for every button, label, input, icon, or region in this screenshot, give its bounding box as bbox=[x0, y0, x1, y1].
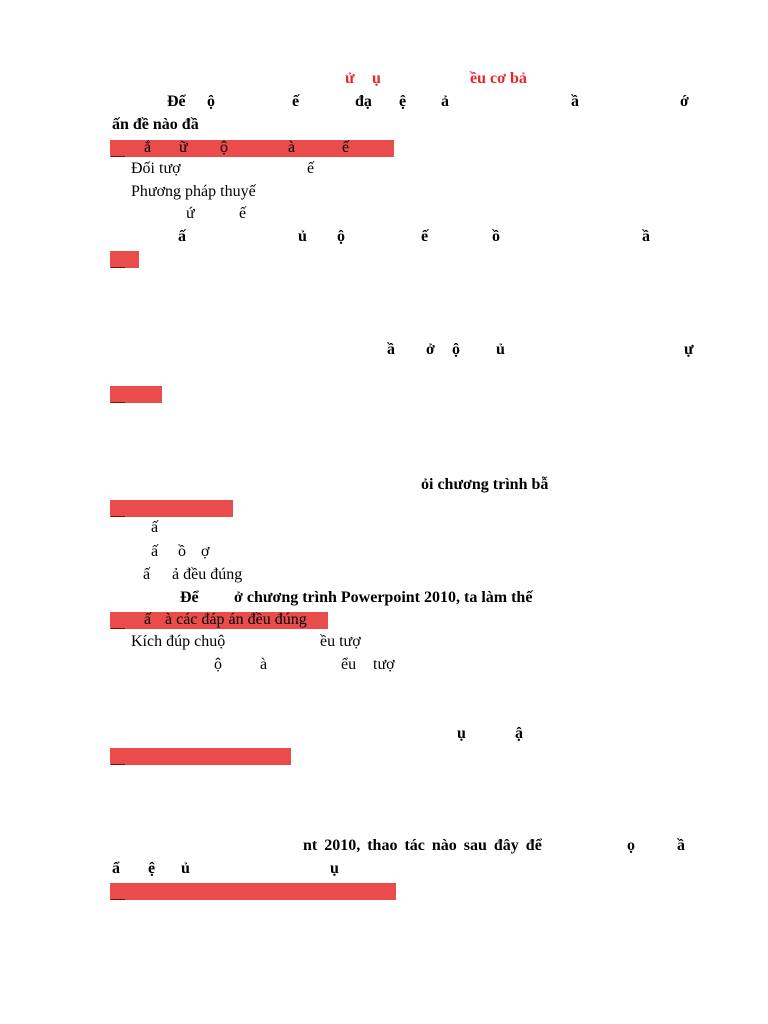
highlighted-answer bbox=[110, 883, 396, 900]
heading-fragment: ụ bbox=[372, 70, 381, 87]
highlighted-answer bbox=[110, 612, 328, 629]
option-text: à bbox=[260, 656, 268, 673]
option-text: ợ bbox=[201, 543, 210, 560]
heading-fragment: ử bbox=[345, 70, 355, 87]
answer-marker bbox=[111, 628, 125, 630]
heading-fragment: ều cơ bả bbox=[470, 70, 527, 87]
answer-marker bbox=[111, 899, 125, 901]
highlighted-answer bbox=[110, 500, 233, 517]
question-fragment: ụ bbox=[457, 725, 466, 742]
option-text: ấ bbox=[143, 566, 151, 583]
question-fragment: ớ bbox=[680, 93, 689, 110]
option-text: ồ bbox=[492, 228, 500, 245]
option-text: Đối tượ bbox=[131, 160, 181, 177]
answer-marker bbox=[111, 156, 125, 158]
answer-marker bbox=[111, 267, 125, 269]
option-text: ầ bbox=[642, 228, 650, 245]
question-fragment: ầ bbox=[571, 93, 579, 110]
option-text: tượ bbox=[373, 656, 395, 673]
question-fragment: ầ bbox=[387, 341, 395, 358]
question-fragment: nt 2010, thao tác nào sau đây để bbox=[303, 837, 542, 854]
option-text: ấ bbox=[178, 228, 186, 245]
answer-fragment: à các đáp án đều đúng bbox=[165, 611, 307, 628]
answer-marker bbox=[111, 402, 125, 404]
question-fragment: ọ bbox=[627, 837, 635, 854]
highlighted-answer bbox=[110, 251, 139, 268]
option-text: ế bbox=[307, 160, 315, 177]
highlighted-answer bbox=[110, 386, 162, 403]
question-fragment: đạ bbox=[355, 93, 372, 110]
option-text: ồ bbox=[178, 543, 186, 560]
option-text: Phương pháp thuyế bbox=[131, 183, 256, 200]
highlighted-answer bbox=[110, 748, 291, 765]
answer-fragment: ắ bbox=[144, 139, 152, 156]
question-fragment: ệ bbox=[148, 860, 156, 877]
question-fragment: ộ bbox=[207, 93, 215, 110]
option-text: ứ bbox=[186, 205, 195, 222]
question-fragment: ủ bbox=[496, 341, 505, 358]
answer-marker bbox=[111, 516, 125, 518]
option-text: ấ bbox=[151, 519, 159, 536]
question-fragment: ậ bbox=[515, 725, 523, 742]
question-fragment: Để bbox=[180, 589, 199, 606]
question-fragment: ế bbox=[292, 93, 300, 110]
question-fragment: ủ bbox=[181, 860, 190, 877]
answer-fragment: ữ bbox=[179, 139, 188, 156]
option-text: ả đều đúng bbox=[172, 566, 243, 583]
highlighted-answer bbox=[110, 140, 394, 157]
option-text: ểu bbox=[341, 656, 357, 673]
option-text: ế bbox=[421, 228, 429, 245]
answer-fragment: ế bbox=[342, 139, 350, 156]
question-fragment: ở chương trình Powerpoint 2010, ta làm thế bbox=[234, 589, 533, 606]
option-text: ộ bbox=[214, 656, 222, 673]
option-text: ều tượ bbox=[320, 633, 361, 650]
question-fragment: ự bbox=[684, 341, 694, 358]
question-fragment: ả bbox=[441, 93, 449, 110]
option-text: Kích đúp chuộ bbox=[131, 633, 226, 650]
question-fragment: ụ bbox=[330, 860, 339, 877]
option-text: ộ bbox=[337, 228, 345, 245]
answer-fragment: ấ bbox=[144, 611, 152, 628]
question-line: ấn đề nào đầ bbox=[112, 116, 199, 133]
question-line: ỏi chương trình bẫ bbox=[421, 476, 549, 493]
answer-fragment: à bbox=[288, 139, 296, 156]
question-fragment: ệ bbox=[399, 93, 407, 110]
answer-marker bbox=[111, 764, 125, 766]
option-text: ấ bbox=[151, 543, 159, 560]
question-fragment: ộ bbox=[452, 341, 460, 358]
answer-fragment: ộ bbox=[220, 139, 228, 156]
question-fragment: Để bbox=[167, 93, 186, 110]
option-text: ế bbox=[239, 205, 247, 222]
option-text: ủ bbox=[298, 228, 307, 245]
question-fragment: ẩ bbox=[112, 860, 120, 877]
question-fragment: ở bbox=[426, 341, 435, 358]
question-fragment: ầ bbox=[677, 837, 685, 854]
